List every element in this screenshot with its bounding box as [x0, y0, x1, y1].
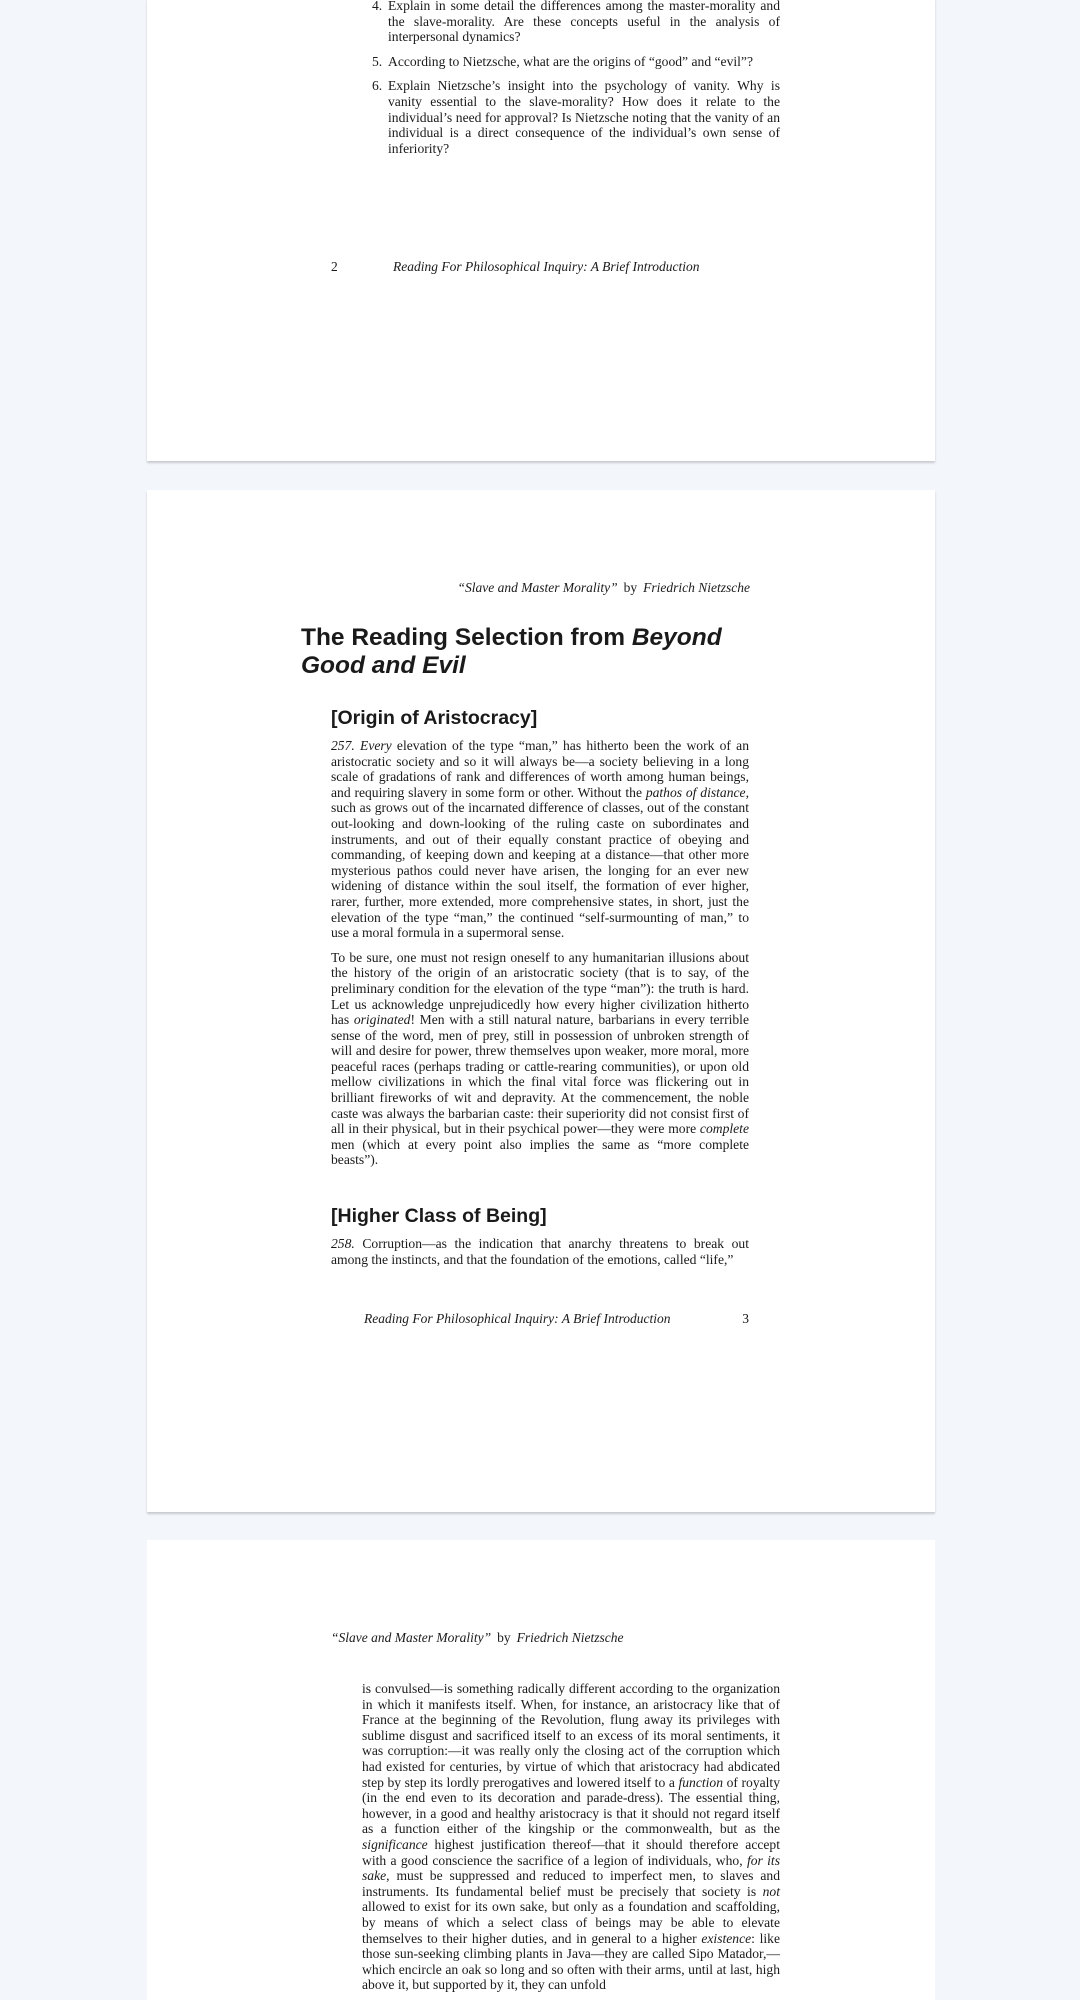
- question-item-5: [372, 54, 780, 70]
- running-head: [331, 1630, 623, 1646]
- document-page-3: [147, 490, 935, 1512]
- paragraph-258: 258. Corruption—as the indication that anarchy threatens to break out among the instincts, and that the foundation of the emotions, called “life,”: [331, 1236, 749, 1267]
- chapter-title: [301, 624, 741, 680]
- running-head-by: by: [623, 580, 638, 595]
- question-number: 6.: [372, 78, 383, 94]
- page-footer: [331, 259, 751, 275]
- running-head-author: Friedrich Nietzsche: [643, 580, 750, 595]
- section-body: [331, 1236, 749, 1267]
- running-head-by: by: [497, 1630, 511, 1645]
- question-number: 4.: [372, 0, 383, 13]
- document-page-2: [147, 0, 935, 461]
- running-head: [458, 580, 750, 596]
- chapter-title-book: Beyond Good and Evil: [301, 624, 722, 679]
- aphorism-number: 257.: [331, 738, 355, 753]
- section-body: [331, 738, 749, 1168]
- question-text: According to Nietzsche, what are the origins of “good” and “evil”?: [388, 53, 754, 69]
- question-item-4: [372, 0, 780, 45]
- footer-book-title: Reading For Philosophical Inquiry: A Brief Introduction: [364, 1311, 671, 1326]
- aphorism-number: 258.: [331, 1236, 355, 1251]
- question-number: 5.: [372, 53, 383, 69]
- study-questions-list: [372, 0, 780, 165]
- section-heading: [Origin of Aristocracy]: [331, 707, 538, 729]
- question-text: Explain Nietzsche’s insight into the psychology of vanity. Why is vanity essential to the slave-morality? How does it relate to the individual’s need for approval? Is Nietzsche noting that the vanity of an individual is a direct consequence of the individual’s own sense of inferiority?: [388, 78, 780, 156]
- page-number: 3: [742, 1311, 749, 1326]
- running-head-work: “Slave and Master Morality”: [457, 580, 618, 595]
- chapter-title-prefix: The Reading Selection from: [301, 624, 632, 651]
- page-footer: [364, 1311, 749, 1327]
- paragraph-257: 257. Every elevation of the type “man,” has hitherto been the work of an aristocratic society and so it will always be—a society believing in a long scale of gradations of rank and differences of worth among human beings, and requiring slavery in some form or other. Without the pathos of distance, such as grows out of the incarnated difference of classes, out of the constant out-looking and down-looking of the ruling caste on subordinates and instruments, and out of their equally constant practice of obeying and commanding, of keeping down and keeping at a distance—that other more mysterious pathos could never have arisen, the longing for an ever new widening of distance within the soul itself, the formation of ever higher, rarer, further, more extended, more comprehensive states, in short, just the elevation of the type “man,” the continued “self-surmounting of man,” to use a moral formula in a supermoral sense.: [331, 738, 749, 941]
- section-heading: [Higher Class of Being]: [331, 1205, 547, 1227]
- paragraph: To be sure, one must not resign oneself to any humanitarian illusions about the history of the origin of an aristocratic society (that is to say, of the preliminary condition for the elevation of the type “man”): the truth is hard. Let us acknowledge unprejudicedly how every higher civilization hitherto has originated! Men with a still natural nature, barbarians in every terrible sense of the word, men of prey, still in possession of unbroken strength of will and desire for power, threw themselves upon weaker, more moral, more peaceful races (perhaps trading or cattle-rearing communities), or upon old mellow civilizations in which the final vital force was flickering out in brilliant fireworks of wit and depravity. At the commencement, the noble caste was always the barbarian caste: their superiority did not consist first of all in their physical, but in their psychical power—they were more complete men (which at every point also implies the same as “more complete beasts”).: [331, 949, 749, 1168]
- question-text: Explain in some detail the differences among the master-morality and the slave-morality. Are these concepts useful in the analysis of interpersonal dynamics?: [388, 0, 780, 45]
- running-head-author: Friedrich Nietzsche: [516, 1630, 624, 1645]
- continued-paragraph: [362, 1681, 780, 1993]
- running-head-work: “Slave and Master Morality”: [331, 1630, 492, 1645]
- document-page-4: [147, 1540, 935, 2000]
- page-number: 2: [331, 259, 338, 274]
- question-item-6: [372, 78, 780, 156]
- footer-book-title: Reading For Philosophical Inquiry: A Brief Introduction: [393, 259, 700, 274]
- paragraph: is convulsed—is something radically different according to the organization in which it manifests itself. When, for instance, an aristocracy like that of France at the beginning of the Revolution, flung away its privileges with sublime disgust and sacrificed itself to an excess of its moral sentiments, it was corruption:—it was really only the closing act of the corruption which had existed for centuries, by virtue of which that aristocracy had abdicated step by step its lordly prerogatives and lowered itself to a function of royalty (in the end even to its decoration and parade-dress). The essential thing, however, in a good and healthy aristocracy is that it should not regard itself as a function either of the kingship or the commonwealth, but as the significance highest justification thereof—that it should therefore accept with a good conscience the sacrifice of a legion of individuals, who, for its sake, must be suppressed and reduced to imperfect men, to slaves and instruments. Its fundamental belief must be precisely that society is not allowed to exist for its own sake, but only as a foundation and scaffolding, by means of which a select class of beings may be able to elevate themselves to their higher duties, and in general to a higher existence: like those sun-seeking climbing plants in Java—they are called Sipo Matador,—which encircle an oak so long and so often with their arms, until at last, high above it, but supported by it, they can unfold: [362, 1681, 780, 1993]
